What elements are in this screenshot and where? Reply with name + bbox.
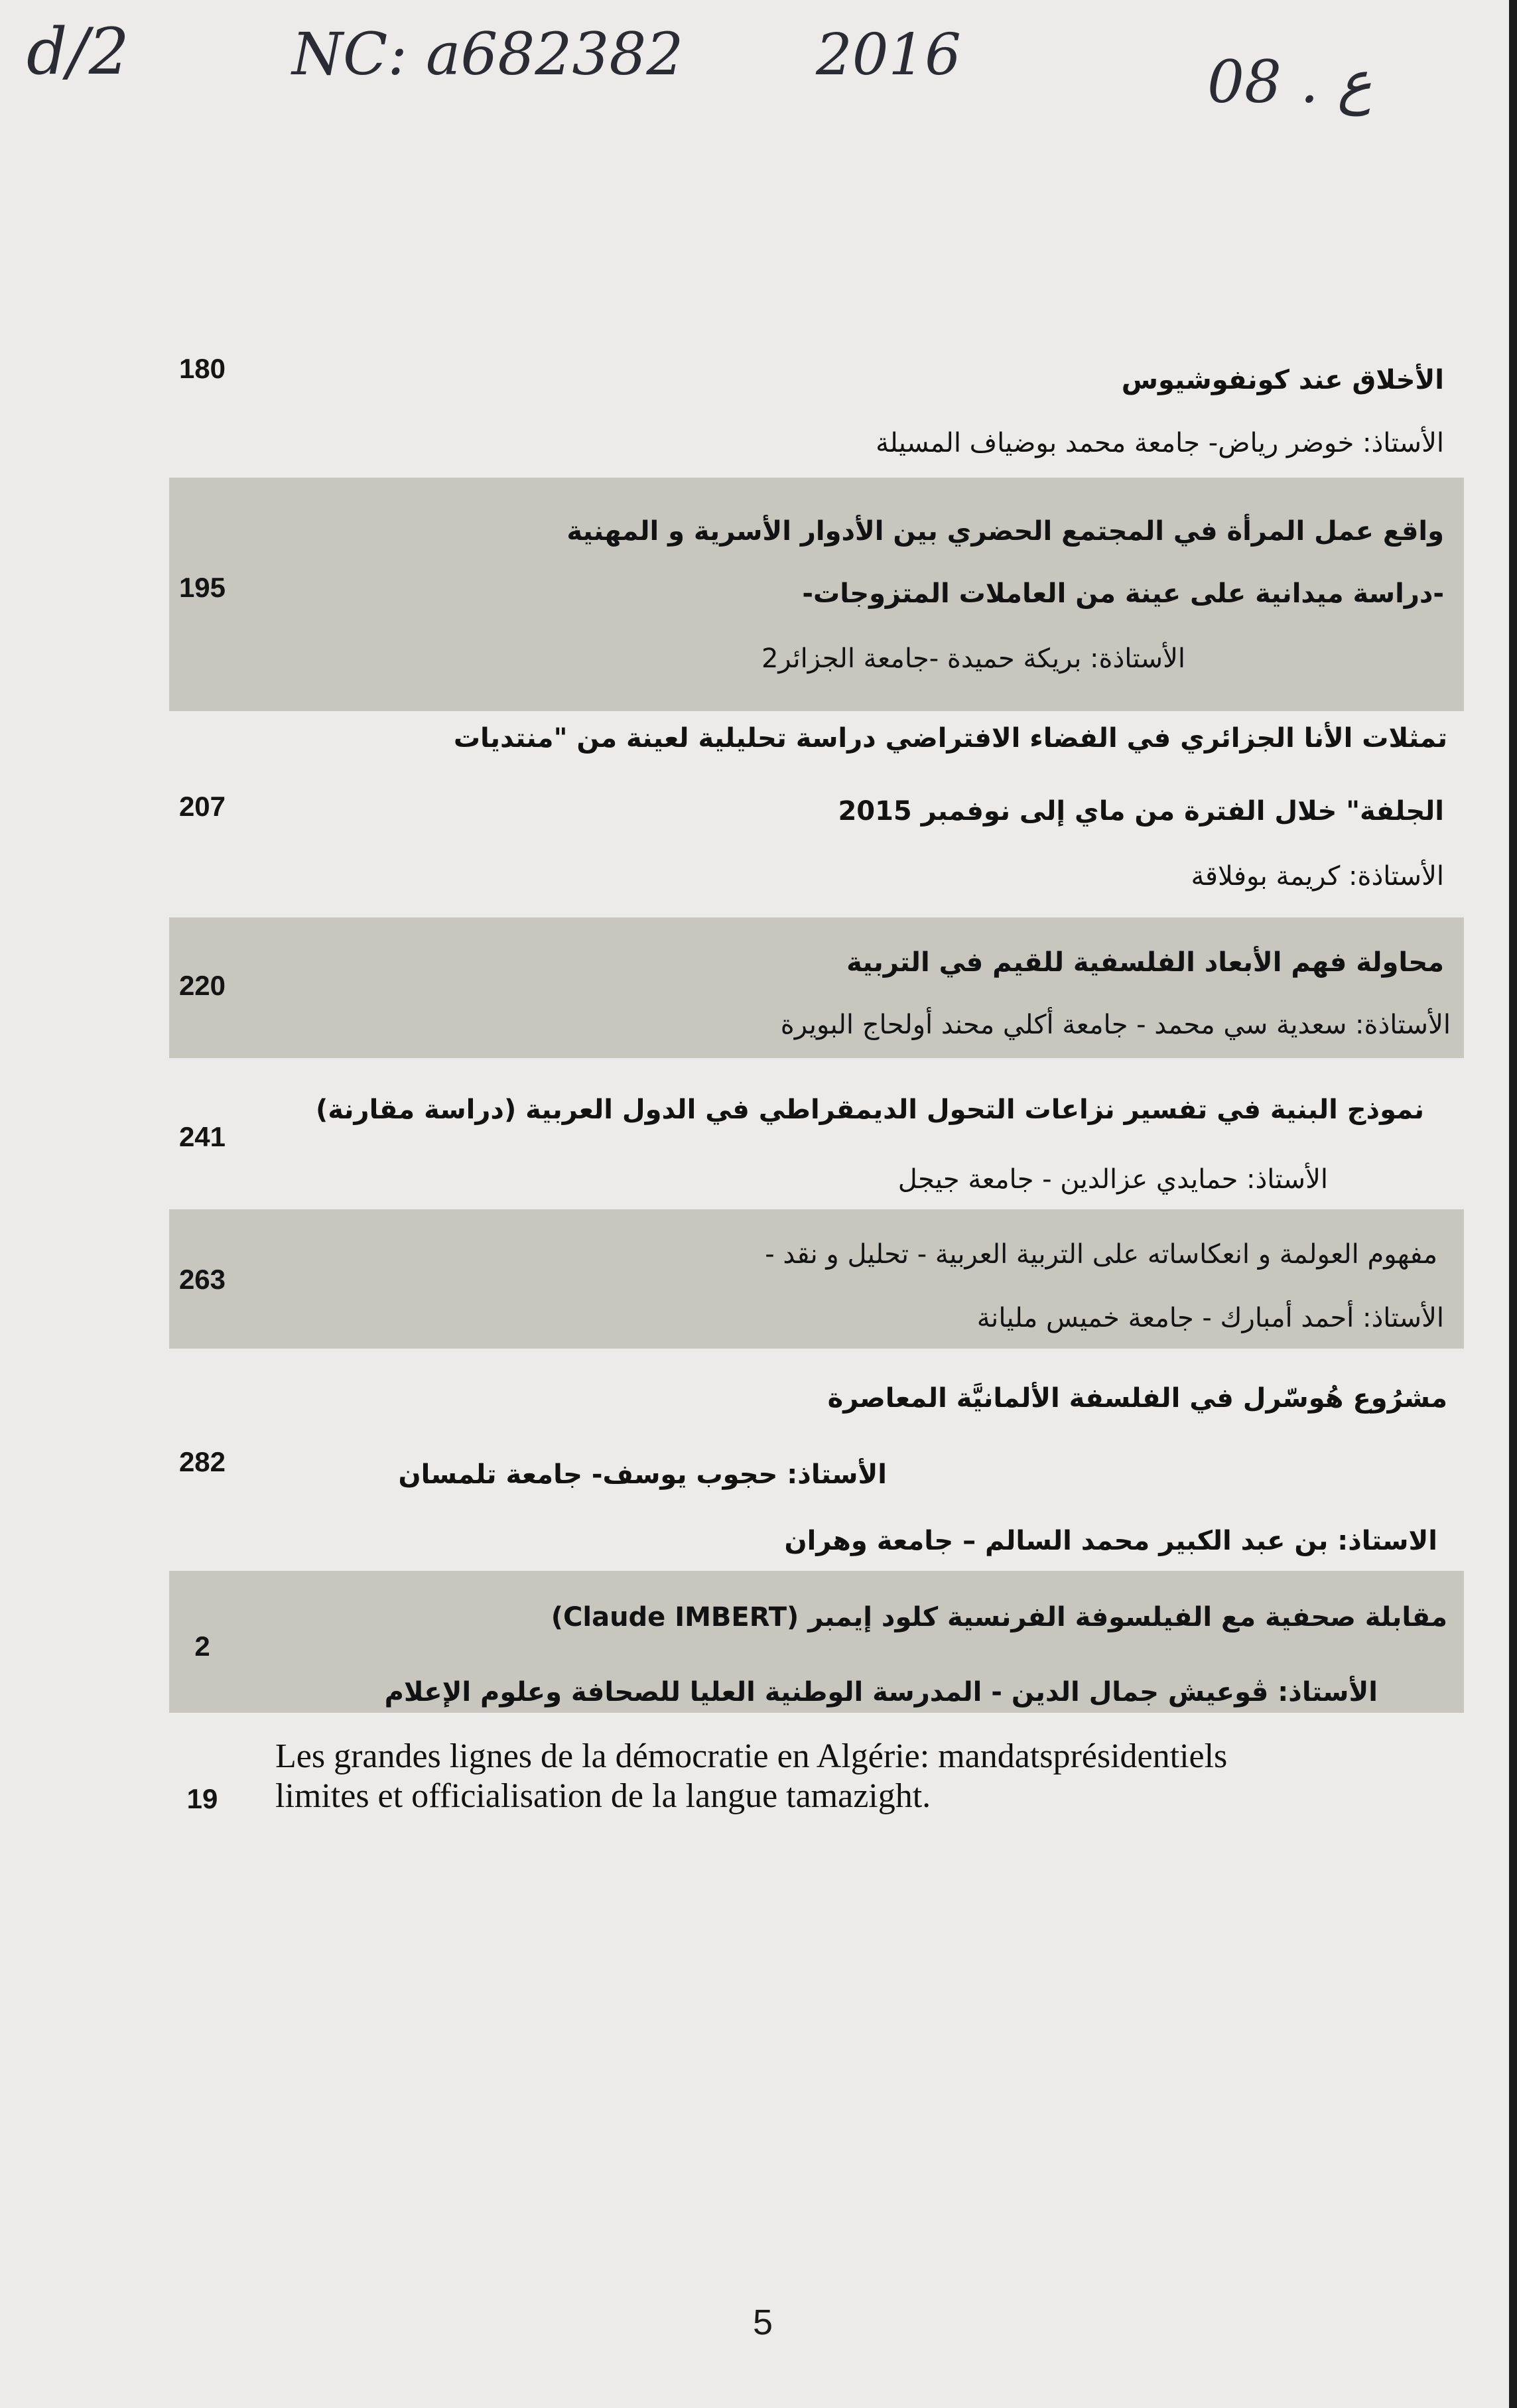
entry-title-french: Les grandes lignes de la démocratie en Algérie: mandatsprésidentiels <box>275 1737 1228 1775</box>
entry-title-line2: الجلفة" خلال الفترة من ماي إلى نوفمبر 2015 <box>838 796 1444 827</box>
entry-title: تمثلات الأنا الجزائري في الفضاء الافتراضي دراسة تحليلية لعينة من "منتديات <box>453 723 1447 754</box>
entry-author-second: الاستاذ: بن عبد الكبير محمد السالم – جامعة وهران <box>784 1526 1437 1556</box>
entry-author: الأستاذ: خوضر رياض- جامعة محمد بوضياف المسيلة <box>876 428 1444 458</box>
entry-title: محاولة فهم الأبعاد الفلسفية للقيم في التربية <box>846 947 1444 978</box>
entry-title-french-line2: limites et officialisation de la langue tamazight. <box>275 1777 931 1815</box>
entry-author: الأستاذ: حجوب يوسف- جامعة تلمسان <box>398 1459 887 1490</box>
entry-page-number: 241 <box>178 1121 226 1152</box>
handwritten-right-note: 08 . ع <box>1207 48 1372 116</box>
entry-title: واقع عمل المرأة في المجتمع الحضري بين الأدوار الأسرية و المهنية <box>566 516 1444 547</box>
entry-page-number: 207 <box>178 791 226 822</box>
handwritten-code: NC: a682382 <box>292 20 684 88</box>
entry-title: مشرُوع هُوسّرل في الفلسفة الألمانيَّة المعاصرة <box>827 1383 1447 1414</box>
entry-page-number: 19 <box>186 1783 218 1814</box>
entry-page-number: 195 <box>178 572 226 603</box>
entry-author: الأستاذة: سعدية سي محمد - جامعة أكلي محند أولحاج البويرة <box>780 1010 1451 1040</box>
entry-author: الأستاذ: ڤوعيش جمال الدين - المدرسة الوطنية العليا للصحافة وعلوم الإعلام <box>384 1677 1378 1707</box>
entry-title: مقابلة صحفية مع الفيلسوفة الفرنسية كلود إيمبر (Claude IMBERT) <box>551 1602 1447 1633</box>
entry-page-number: 180 <box>178 353 226 384</box>
page-number: 5 <box>752 2303 773 2342</box>
entry-title: مفهوم العولمة و انعكاساته على التربية العربية - تحليل و نقد - <box>765 1239 1437 1270</box>
handwritten-left-note: d/2 <box>27 15 129 89</box>
handwritten-year: 2016 <box>816 22 961 88</box>
entry-author: الأستاذة: بريكة حميدة -جامعة الجزائر2 <box>761 643 1185 674</box>
entry-author: الأستاذ: حمايدي عزالدين - جامعة جيجل <box>897 1164 1328 1195</box>
entry-title-line2: -دراسة ميدانية على عينة من العاملات المتزوجات- <box>802 578 1444 609</box>
entry-page-number: 2 <box>194 1631 210 1662</box>
entry-page-number: 282 <box>178 1446 226 1477</box>
entry-page-number: 220 <box>178 970 226 1001</box>
entry-title: نموذج البنية في تفسير نزاعات التحول الديمقراطي في الدول العربية (دراسة مقارنة) <box>316 1095 1424 1125</box>
entry-page-number: 263 <box>178 1264 226 1295</box>
entry-title: الأخلاق عند كونفوشيوس <box>1121 365 1444 395</box>
entry-author: الأستاذ: أحمد أمبارك - جامعة خميس مليانة <box>976 1303 1444 1333</box>
scan-edge <box>1509 0 1517 2408</box>
entry-author: الأستاذة: كريمة بوفلاقة <box>1191 861 1444 892</box>
